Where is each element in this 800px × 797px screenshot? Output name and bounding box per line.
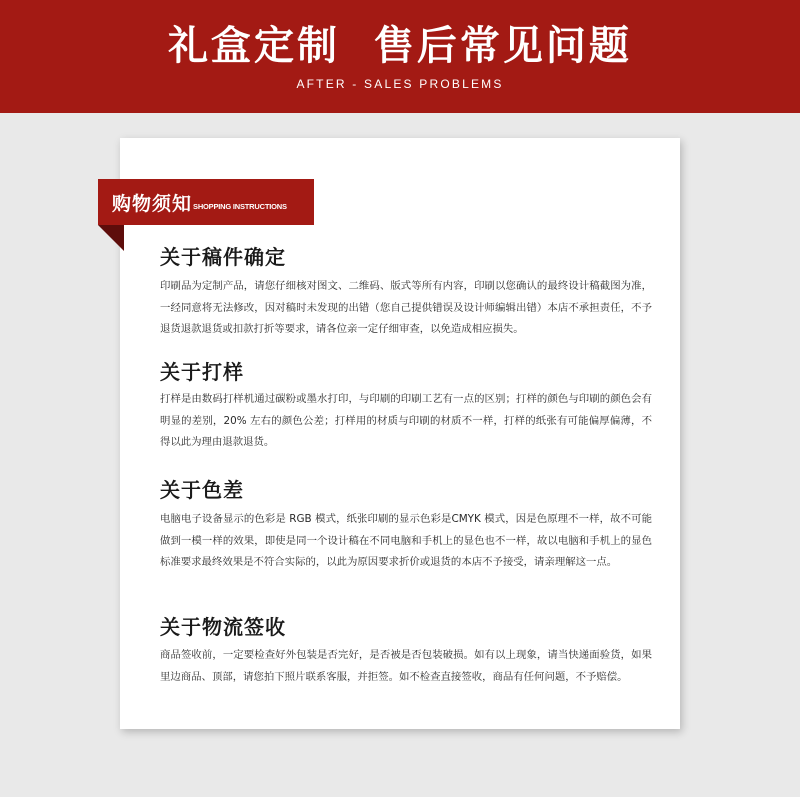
section-body-proofing: 打样是由数码打样机通过碳粉或墨水打印，与印刷的印刷工艺有一点的区别；打样的颜色与印刷的颜色会有明显的差别，20% 左右的颜色公差；打样用的材质与印刷的材质不一样，打样的纸张有可能偏厚偏薄，不得以此为理由退款退货。: [160, 393, 652, 448]
section-title-color-difference: 关于色差: [160, 478, 244, 502]
ribbon-fold: [98, 225, 124, 251]
ribbon-subtitle: SHOPPING INSTRUCTIONS: [193, 201, 287, 211]
section-body-manuscript: 印刷品为定制产品，请您仔细核对图文、二维码、版式等所有内容，印刷以您确认的最终设计稿截图为准，一经同意将无法修改，因对稿时未发现的出错（您自己提供错误及设计师编辑出错）本店不承担责任，不予退货退款退货或扣款打折等要求，请各位亲一定仔细审查，以免造成相应损失。: [160, 280, 652, 335]
section-body-logistics: 商品签收前，一定要检查好外包装是否完好，是否被是否包装破损。如有以上现象，请当快递面验货，如果里边商品、顶部，请您拍下照片联系客服，并拒签。如不检查直接签收，商品有任何问题，不予赔偿。: [160, 649, 652, 683]
ribbon-title: 购物须知: [112, 192, 193, 215]
section-title-logistics: 关于物流签收: [160, 615, 286, 639]
page-title: 礼盒定制 售后常见问题: [168, 23, 632, 69]
header-banner: [0, 0, 800, 113]
section-ribbon: [98, 179, 314, 225]
section-title-manuscript: 关于稿件确定: [160, 245, 286, 269]
section-body-color-difference: 电脑电子设备显示的色彩是 RGB 模式，纸张印刷的显示色彩是CMYK 模式，因是色原理不一样，故不可能做到一模一样的效果，即使是同一个设计稿在不同电脑和手机上的显色也不一样，故以电脑和手机上的显色标准要求最终效果是不符合实际的，以此为原因要求折价或退货的本店不予接受，请亲理解这一点。: [160, 513, 652, 568]
section-title-proofing: 关于打样: [160, 360, 244, 384]
page-subtitle: AFTER - SALES PROBLEMS: [296, 77, 504, 91]
